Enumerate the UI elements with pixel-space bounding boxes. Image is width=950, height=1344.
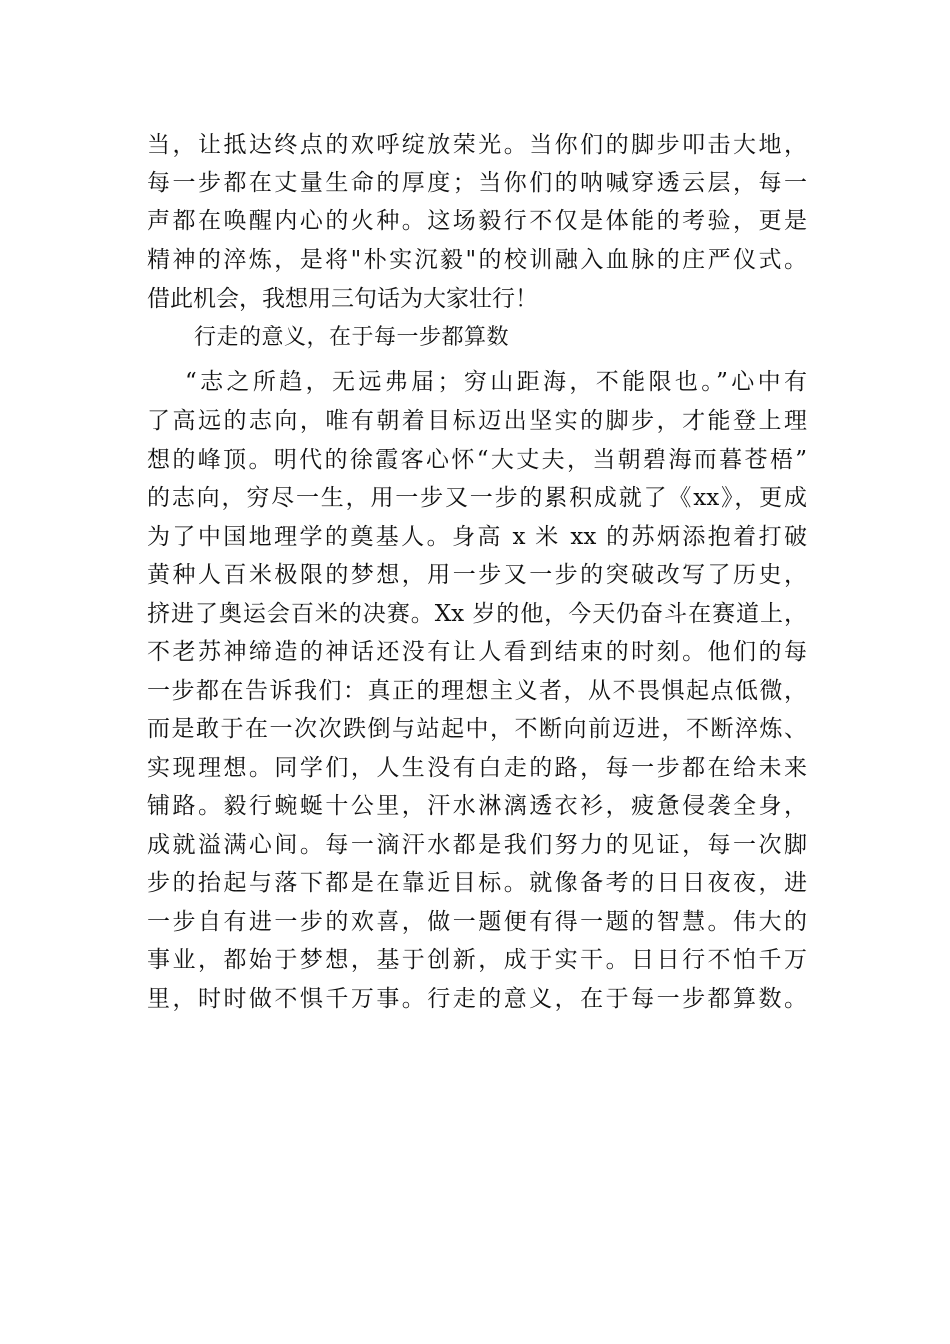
text-line: 挤进了奥运会百米的决赛。Xx 岁的他，今天仍奋斗在赛道上， — [147, 601, 807, 627]
text-line: 实现理想。同学们，人生没有白走的路，每一步都在给未来 — [147, 755, 807, 781]
text-line: 声都在唤醒内心的火种。这场毅行不仅是体能的考验，更是 — [147, 208, 807, 234]
text-line: 不老苏神缔造的神话还没有让人看到结束的时刻。他们的每 — [147, 639, 807, 665]
text-line: 的志向，穷尽一生，用一步又一步的累积成就了《xx》，更成 — [147, 485, 807, 511]
text-line: 当，让抵达终点的欢呼绽放荣光。当你们的脚步叩击大地， — [147, 132, 807, 158]
text-line: 事业，都始于梦想，基于创新，成于实干。日日行不怕千万 — [147, 947, 807, 973]
text-line: 黄种人百米极限的梦想，用一步又一步的突破改写了历史， — [147, 562, 807, 588]
text-line: 一步都在告诉我们：真正的理想主义者，从不畏惧起点低微， — [147, 678, 807, 704]
text-line: “志之所趋，无远弗届；穷山距海，不能限也。”心中有 — [185, 369, 807, 395]
text-line: 里，时时做不惧千万事。行走的意义，在于每一步都算数。 — [147, 986, 807, 1012]
text-line: 了高远的志向，唯有朝着目标迈出坚实的脚步，才能登上理 — [147, 408, 807, 434]
text-line: 精神的淬炼，是将"朴实沉毅"的校训融入血脉的庄严仪式。 — [147, 247, 807, 273]
section-heading: 行走的意义，在于每一步都算数 — [194, 325, 510, 350]
text-line: 借此机会，我想用三句话为大家壮行！ — [147, 286, 538, 312]
text-line: 铺路。毅行蜿蜒十公里，汗水淋漓透衣衫，疲惫侵袭全身， — [147, 793, 807, 819]
text-line: 为了中国地理学的奠基人。身高 x 米 xx 的苏炳添抱着打破 — [147, 524, 807, 550]
text-line: 而是敢于在一次次跌倒与站起中，不断向前迈进，不断淬炼、 — [147, 716, 807, 742]
text-line: 步的抬起与落下都是在靠近目标。就像备考的日日夜夜，进 — [147, 870, 807, 896]
text-line: 一步自有进一步的欢喜，做一题便有得一题的智慧。伟大的 — [147, 909, 807, 935]
text-line: 成就溢满心间。每一滴汗水都是我们努力的见证，每一次脚 — [147, 832, 807, 858]
text-line: 每一步都在丈量生命的厚度；当你们的呐喊穿透云层，每一 — [147, 170, 807, 196]
text-line: 想的峰顶。明代的徐霞客心怀“大丈夫，当朝碧海而暮苍梧” — [147, 447, 807, 473]
